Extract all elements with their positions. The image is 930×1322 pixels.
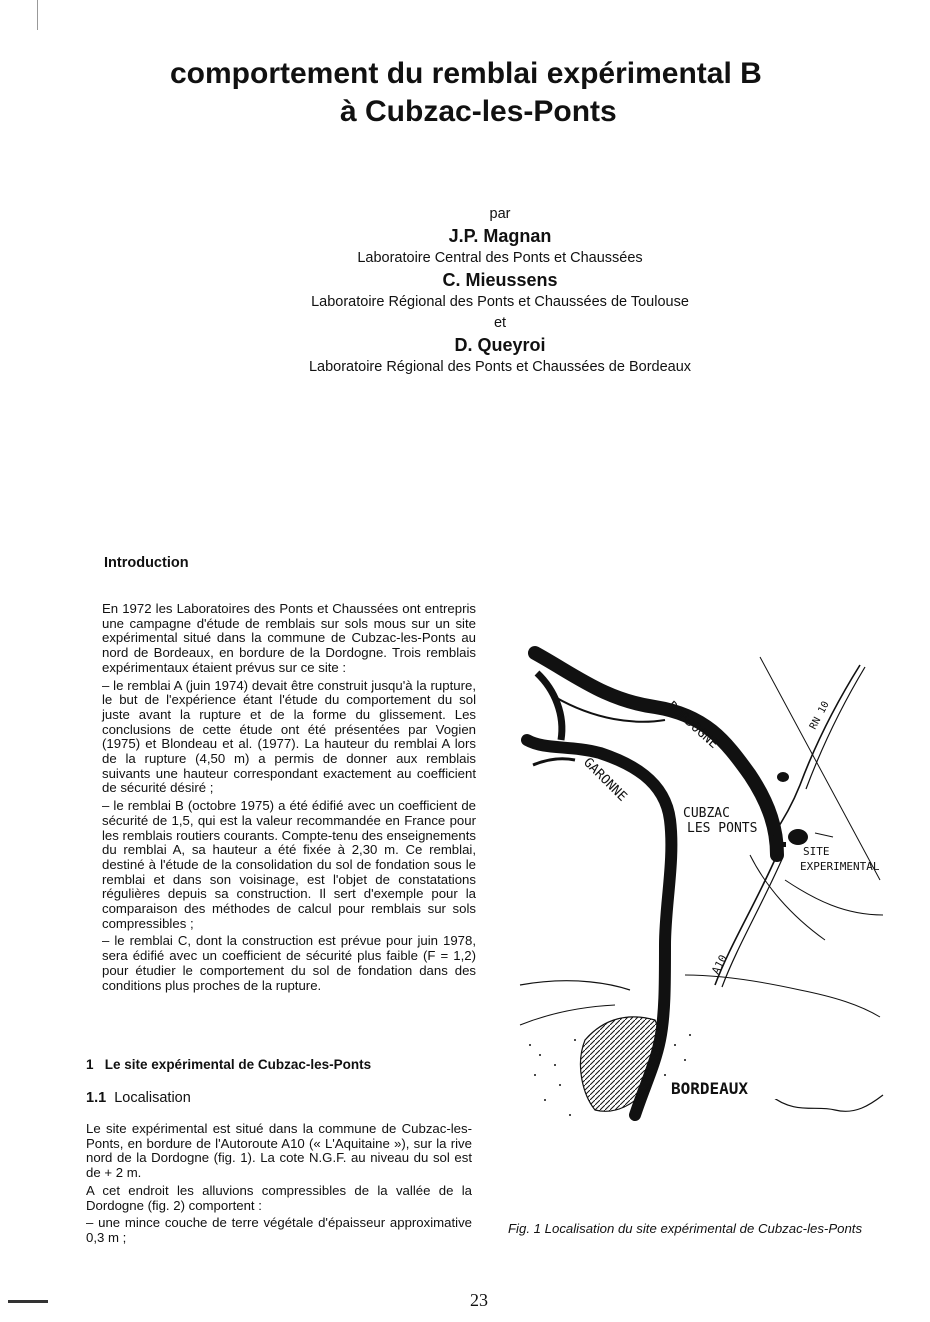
cubzac-town-marker	[788, 829, 808, 845]
intro-paragraph-2: – le remblai A (juin 1974) devait être construit jusqu'à la rupture, le but de l'expérience étant l'étude du comportement du sol juste avant la rupture et de la forme du glissement. Les conclusions de cette étude ont été présentées par Vogien (1975) et Blondeau et al. (1977). La hauteur du remblai A lors de la rupture (4,50 m) a permis de donner aux remblais suivants une hauteur correspondant exactement au coefficient de sécurité désiré ;	[102, 677, 476, 796]
intro-paragraph-1: En 1972 les Laboratoires des Ponts et Chaussées ont entrepris une campagne d'étude de remblais sur sols mous sur un site expérimental situé dans la commune de Cubzac-les-Ponts au nord de Bordeaux, en bordure de la Dordogne. Trois remblais expérimentaux étaient prévus sur ce site :	[102, 601, 476, 675]
author-name-2: C. Mieussens	[442, 270, 558, 290]
author-name-3: D. Queyroi	[454, 335, 546, 355]
author-affiliation-1: Laboratoire Central des Ponts et Chaussées	[357, 250, 643, 266]
author-affiliation-3: Laboratoire Régional des Ponts et Chaussées de Bordeaux	[308, 359, 692, 375]
title-line-1: comportement du remblai expérimental B	[170, 57, 762, 90]
location-map-figure	[515, 645, 885, 1140]
section-paragraph-2: A cet endroit les alluvions compressibles de la vallée de la Dordogne (fig. 2) comportent :	[86, 1182, 472, 1213]
subsection-title: Localisation	[114, 1090, 191, 1106]
rn10-road	[773, 665, 860, 835]
map-label-a10: A10	[709, 952, 730, 977]
site-marker	[778, 842, 786, 847]
section-paragraph-1: Le site expérimental est situé dans la commune de Cubzac-les-Ponts, en bordure de l'Autoroute A10 (« L'Aquitaine »), sur la rive nord de la Dordogne (fig. 1). La cote N.G.F. au niveau du sol est de + 2 m.	[86, 1121, 472, 1181]
page-number: 23	[470, 1290, 488, 1310]
by-label: par	[489, 206, 511, 222]
map-label-bordeaux: BORDEAUX	[671, 1079, 749, 1098]
author-block	[260, 204, 740, 378]
section-paragraph-3: – une mince couche de terre végétale d'épaisseur approximative 0,3 m ;	[86, 1215, 472, 1245]
scan-edge-line	[37, 0, 38, 30]
map-label-garonne: GARONNE	[580, 755, 630, 805]
figure-caption: Fig. 1 Localisation du site expérimental de Cubzac-les-Ponts	[508, 1221, 863, 1236]
dordogne-branch	[537, 673, 562, 740]
author-affiliation-2: Laboratoire Régional des Ponts et Chaussées de Toulouse	[311, 294, 689, 310]
map-label-cubzac: CUBZAC	[683, 806, 730, 821]
map-label-experimental: EXPERIMENTAL	[800, 860, 880, 873]
subsection-number: 1.1	[86, 1090, 107, 1106]
map-label-dordogne: DORDOGNE	[664, 698, 721, 752]
section-number: 1	[86, 1057, 94, 1072]
subsection-heading	[86, 1090, 191, 1106]
map-label-site: SITE	[803, 845, 830, 858]
a10-motorway-parallel	[722, 857, 783, 987]
map-label-rn10: RN 10	[807, 699, 832, 732]
bordeaux-urban-area	[580, 1017, 660, 1111]
intro-paragraph-3: – le remblai B (octobre 1975) a été édifié avec un coefficient de sécurité de 1,5, qui est la valeur recommandée en France pour les remblais routiers courants. Compte-tenu des enseignements du remblai A, sa hauteur a été fixée à 2,30 m. Ce remblai, destiné à l'étude de la consolidation du sol de fondation sous le remblai et dans son voisinage, est l'objet de constatations régulières depuis sa construction. Il sert d'exemple pour la comparaison des méthodes de calcul pour remblais sur sols compressibles ;	[102, 798, 476, 931]
intro-paragraph-4: – le remblai C, dont la construction est prévue pour juin 1978, sera édifié avec un coefficient de sécurité plus faible (F = 1,2) pour étudier le comportement du sol de fondation dans des conditions plus proches de la rupture.	[102, 933, 476, 993]
introduction-body	[102, 602, 476, 996]
section-title: Le site expérimental de Cubzac-les-Ponts	[104, 1057, 372, 1072]
author-name-1: J.P. Magnan	[448, 226, 552, 246]
article-title	[170, 55, 860, 131]
scan-edge-line	[8, 1300, 48, 1303]
title-line-2: à Cubzac-les-Ponts	[340, 95, 617, 128]
introduction-heading: Introduction	[104, 555, 189, 571]
map-label-les-ponts: LES PONTS	[687, 821, 758, 836]
section-1-heading	[86, 1057, 371, 1072]
section-1-body	[86, 1122, 472, 1249]
garonne-estuary-cut	[533, 759, 575, 765]
and-label: et	[493, 315, 507, 331]
